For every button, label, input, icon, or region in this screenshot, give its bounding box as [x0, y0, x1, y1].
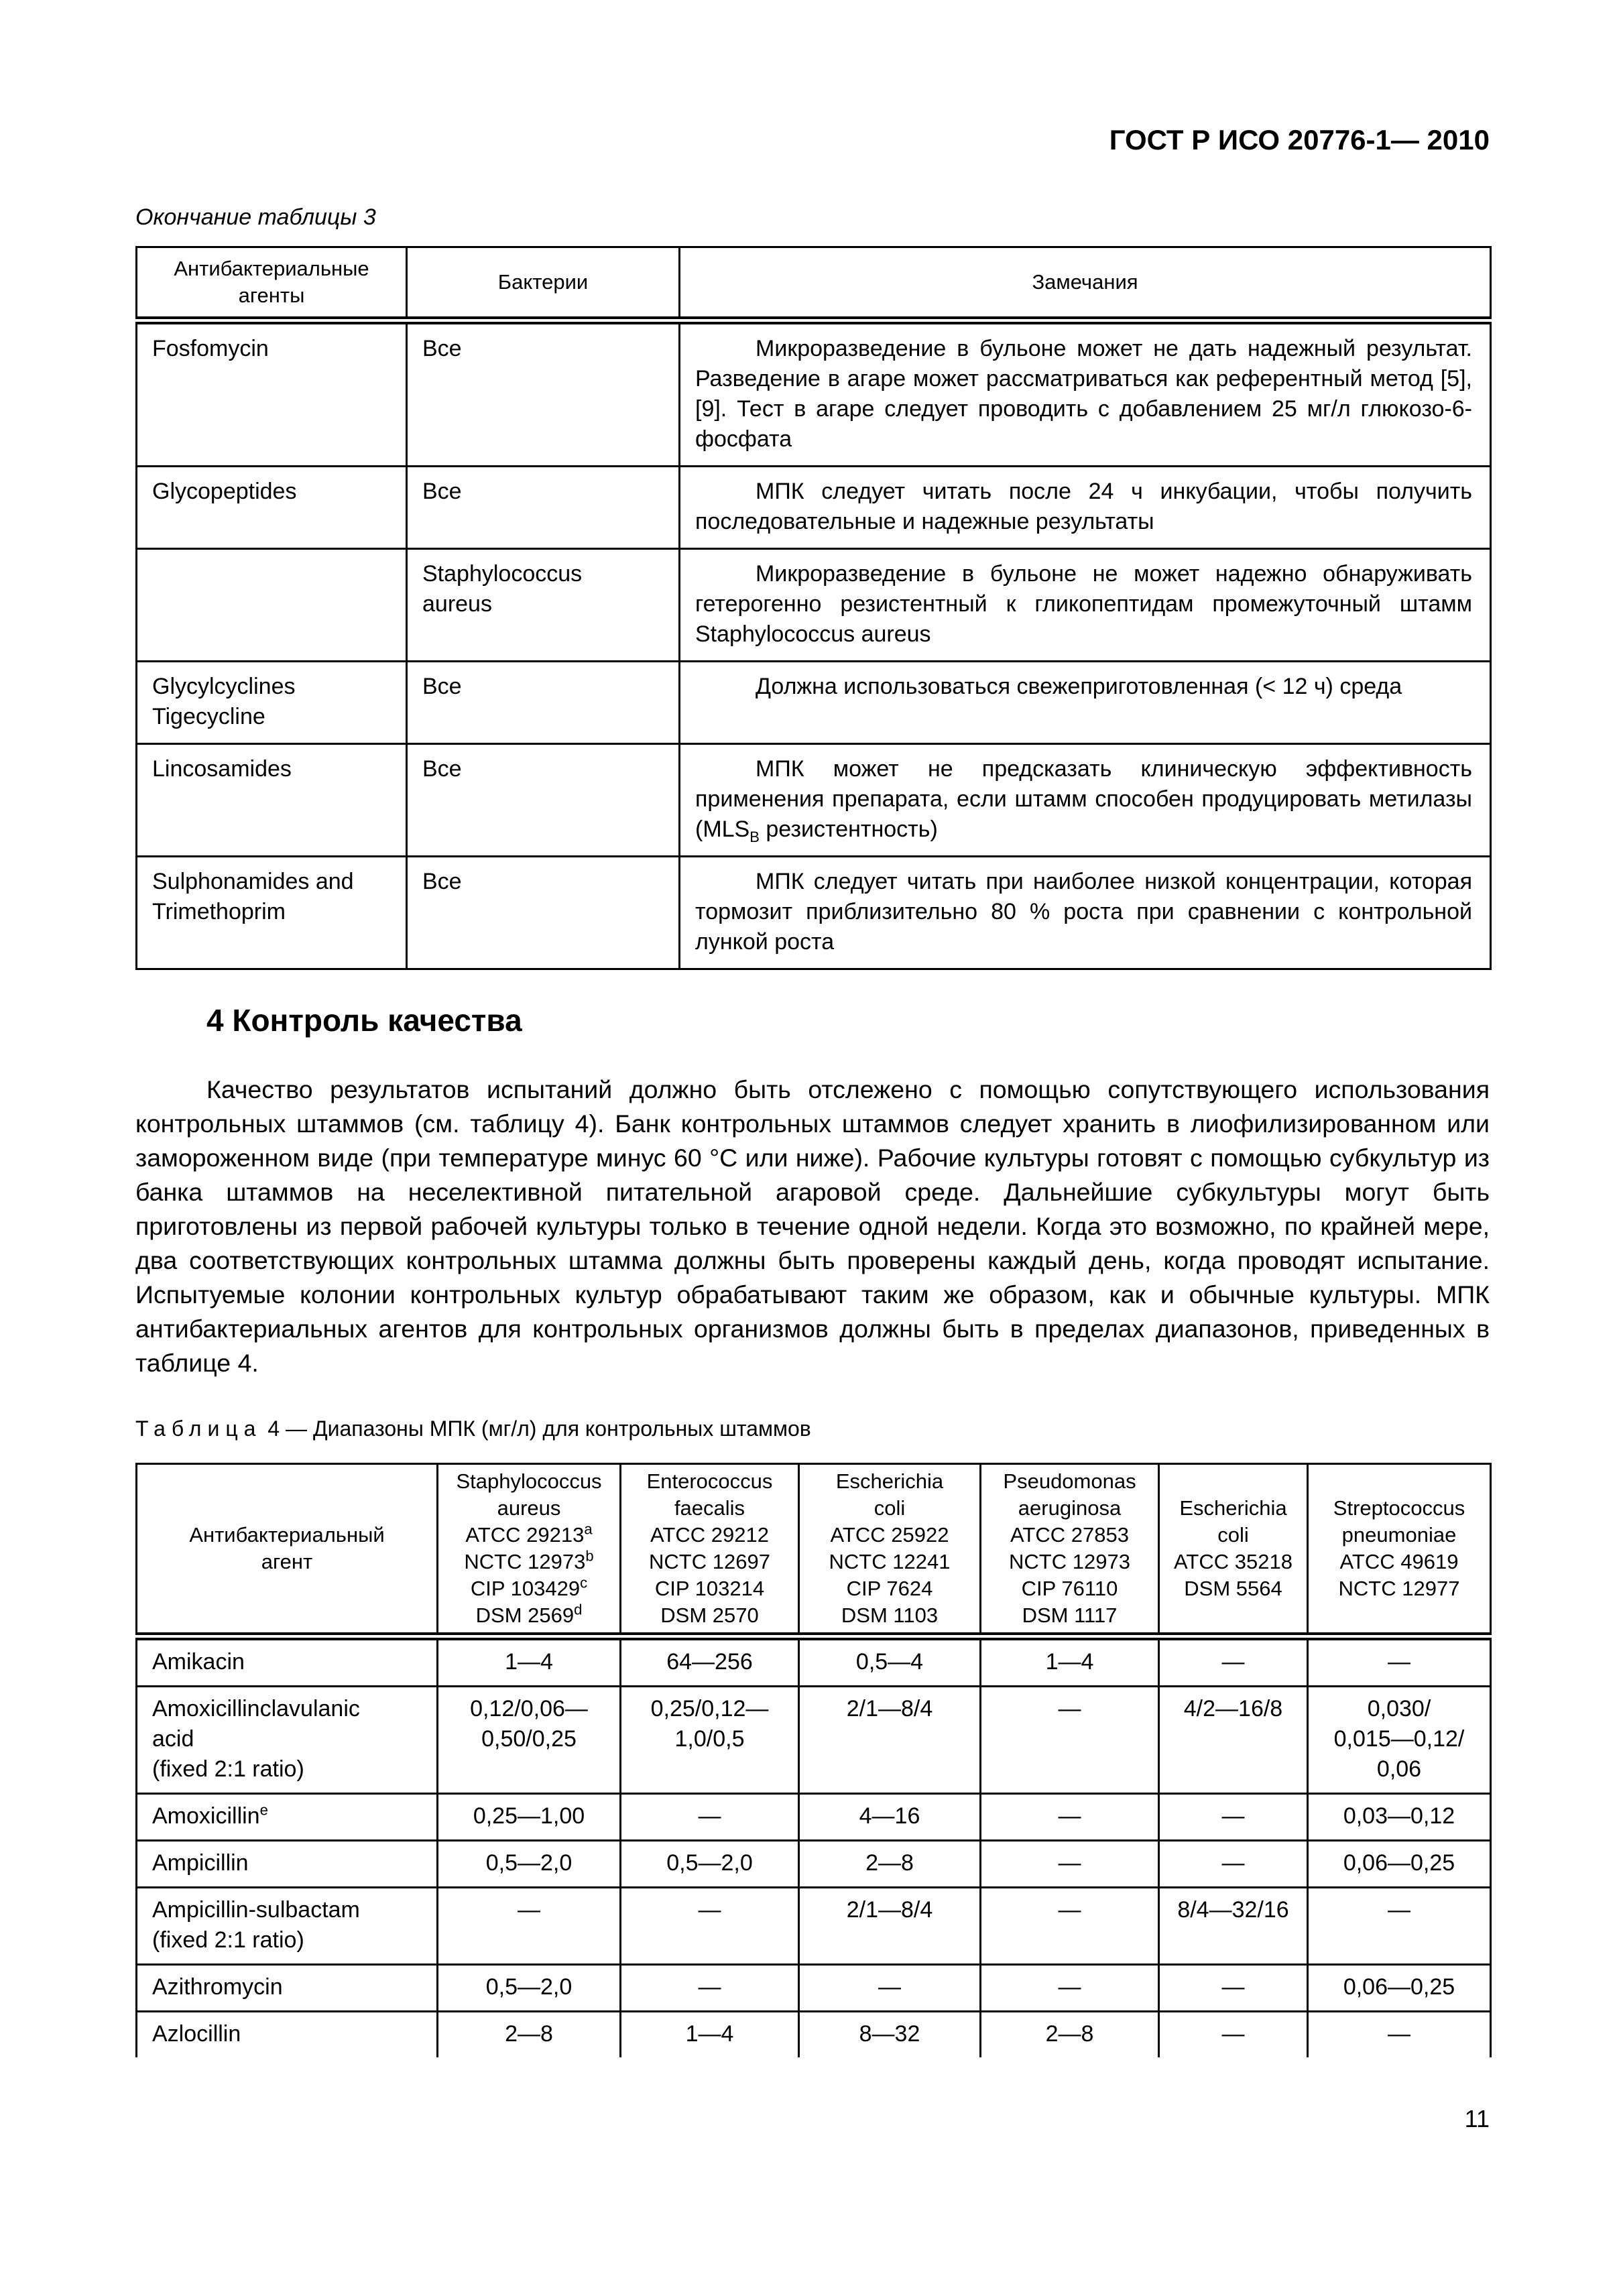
strain-line [1162, 1522, 1304, 1549]
cell-mic-range: 8—32 [799, 2012, 981, 2058]
strain-line-text: Pseudomonas [1003, 1469, 1136, 1493]
strain-line [802, 1468, 977, 1495]
cell-mic-range: — [1308, 1888, 1491, 1965]
strain-line [441, 1495, 617, 1522]
cell-mic-range: — [981, 1888, 1159, 1965]
table-row [137, 1965, 1491, 2012]
strain-line-text: pneumoniae [1341, 1523, 1457, 1547]
cell-mic-range: — [981, 1841, 1159, 1888]
strain-line [984, 1602, 1155, 1629]
table-row [137, 662, 1491, 744]
footnote-mark: a [584, 1520, 593, 1538]
cell-mic-range: — [799, 1965, 981, 2012]
strain-line-text: ATCC 49619 [1339, 1550, 1459, 1573]
cell-mic-range: 0,25—1,00 [438, 1794, 621, 1841]
strain-line [802, 1549, 977, 1575]
cell-bacteria: Staphylococcus aureus [407, 549, 680, 662]
strain-line [984, 1468, 1155, 1495]
cell-agent [137, 2012, 438, 2058]
cell-mic-range: 0,5—2,0 [621, 1841, 799, 1888]
strain-line [802, 1575, 977, 1602]
cell-comment [680, 320, 1491, 467]
strain-line-text: NCTC 12973 [464, 1550, 586, 1573]
strain-line-text: DSM 2570 [660, 1604, 759, 1627]
strain-line [624, 1602, 795, 1629]
strain-line-text: ATCC 27853 [1010, 1523, 1129, 1547]
strain-line-text: NCTC 12697 [649, 1550, 770, 1573]
cell-bacteria: Все [407, 320, 680, 467]
comment-text-after: резистентность) [759, 817, 938, 842]
cell-mic-range: 1—4 [621, 2012, 799, 2058]
cell-mic-range: 4/2—16/8 [1159, 1687, 1308, 1794]
table-row [137, 549, 1491, 662]
cell-mic-range: 2—8 [799, 1841, 981, 1888]
cell-mic-range: — [981, 1965, 1159, 2012]
cell-mic-range: 0,5—2,0 [438, 1841, 621, 1888]
section-paragraph: Качество результатов испытаний должно быть отслежено с помощью сопутствующего использования контрольных штаммов (см. таблицу 4). Банк контрольных штаммов следует хранить в лиофилизированном или замороженном виде (при температуре минус 60 °С или ниже). Рабочие культуры готовят с помощью субкультур из банка штаммов на неселективной питательной агаровой среде. Дальнейшие субкультуры могут быть приготовлены из первой рабочей культуры только в течение одной недели. Когда это возможно, по крайней мере, два соответствующих контрольных штамма должны быть проверены каждый день, когда проводят испытание. Испытуемые колонии контрольных культур обрабатывают таким же образом, как и обычные культуры. МПК антибактериальных агентов для контрольных организмов должны быть в пределах диапазонов, приведенных в таблице 4. [135, 1075, 1490, 1377]
cell-agent: Glycopeptides [137, 467, 407, 549]
strain-line-text: Streptococcus [1333, 1496, 1465, 1520]
cell-mic-range: 4—16 [799, 1794, 981, 1841]
strain-line [984, 1495, 1155, 1522]
agent-name: Amoxicillinclavulanic acid (fixed 2:1 ratio) [152, 1696, 360, 1782]
column-header-agents: Антибактериальные агенты [137, 247, 407, 321]
cell-agent: Glycylcyclines Tigecycline [137, 662, 407, 744]
comment-text: Микроразведение в бульоне может не дать надежный результат. Разведение в агаре может рассматриваться как референтный метод [5], [9]. Тест в агаре следует проводить с добавлением 25 мг/л глюкозо-6-фосфата [695, 336, 1472, 452]
cell-mic-range: — [1159, 1965, 1308, 2012]
agent-name: Amoxicillin [152, 1803, 260, 1829]
table-row [137, 1888, 1491, 1965]
cell-comment [680, 467, 1491, 549]
strain-line-text: CIP 76110 [1021, 1577, 1118, 1600]
strain-line [802, 1495, 977, 1522]
footnote-mark: e [259, 1801, 268, 1819]
cell-mic-range: 0,25/0,12— 1,0/0,5 [621, 1687, 799, 1794]
cell-mic-range: — [1308, 2012, 1491, 2058]
strain-line-text: CIP 103214 [654, 1577, 765, 1600]
section-heading: 4 Контроль качества [206, 1003, 522, 1038]
table4-caption-text: 4 — Диапазоны МПК (мг/л) для контрольных штаммов [261, 1416, 811, 1441]
table-row [137, 467, 1491, 549]
table-row [137, 1636, 1491, 1687]
table-row [137, 744, 1491, 857]
strain-line-text: Escherichia [1179, 1496, 1287, 1520]
strain-line [624, 1468, 795, 1495]
strain-line-text: ATCC 29213 [465, 1523, 585, 1547]
cell-mic-range: — [981, 1794, 1159, 1841]
strain-line-text: NCTC 12977 [1338, 1577, 1460, 1600]
footnote-mark: c [580, 1574, 588, 1591]
strain-line-text: DSM 1103 [841, 1604, 939, 1627]
strain-line [984, 1549, 1155, 1575]
strain-line-text: CIP 103429 [470, 1577, 581, 1600]
strain-line [441, 1602, 617, 1629]
cell-mic-range: — [621, 1965, 799, 2012]
cell-mic-range: 2—8 [981, 2012, 1159, 2058]
column-header-strain [1308, 1464, 1491, 1637]
cell-comment [680, 549, 1491, 662]
cell-comment [680, 662, 1491, 744]
strain-line [1311, 1495, 1487, 1522]
strain-line [1311, 1549, 1487, 1575]
strain-line-text: aureus [497, 1496, 561, 1520]
cell-mic-range: 1—4 [981, 1636, 1159, 1687]
table-row [137, 857, 1491, 969]
strain-line [441, 1522, 617, 1549]
cell-mic-range: 0,5—4 [799, 1636, 981, 1687]
cell-mic-range: 8/4—32/16 [1159, 1888, 1308, 1965]
footnote-mark: b [585, 1547, 594, 1565]
cell-mic-range: 1—4 [438, 1636, 621, 1687]
cell-bacteria: Все [407, 662, 680, 744]
cell-mic-range: — [621, 1794, 799, 1841]
cell-agent [137, 1687, 438, 1794]
cell-bacteria: Все [407, 744, 680, 857]
cell-bacteria: Все [407, 467, 680, 549]
strain-line-text: NCTC 12973 [1009, 1550, 1130, 1573]
cell-mic-range: — [1308, 1636, 1491, 1687]
strain-line-text: aeruginosa [1018, 1496, 1122, 1520]
column-header-strain [438, 1464, 621, 1637]
page-number: 11 [1464, 2105, 1490, 2132]
cell-agent [137, 1888, 438, 1965]
comment-text: МПК следует читать после 24 ч инкубации, чтобы получить последовательные и надежные результаты [695, 479, 1472, 534]
agent-name: Azlocillin [152, 2021, 241, 2047]
strain-line [802, 1522, 977, 1549]
agent-name: Amikacin [152, 1649, 245, 1675]
column-header-strain [621, 1464, 799, 1637]
strain-line [1162, 1549, 1304, 1575]
comment-text: Должна использоваться свежеприготовленная (< 12 ч) среда [756, 674, 1402, 699]
column-header-strain [1159, 1464, 1308, 1637]
table-row [137, 320, 1491, 467]
cell-mic-range: — [1159, 2012, 1308, 2058]
strain-line-text: ATCC 29212 [650, 1523, 769, 1547]
strain-line [802, 1602, 977, 1629]
column-header-comments: Замечания [680, 247, 1491, 321]
agent-name: Azithromycin [152, 1974, 283, 2000]
strain-line-text: Staphylococcus [456, 1469, 602, 1493]
strain-line-text: ATCC 25922 [830, 1523, 949, 1547]
strain-line-text: DSM 1117 [1022, 1604, 1118, 1627]
strain-line-text: Escherichia [835, 1469, 944, 1493]
table-row [137, 1794, 1491, 1841]
cell-mic-range: — [981, 1687, 1159, 1794]
cell-mic-range: — [1159, 1841, 1308, 1888]
strain-line [624, 1549, 795, 1575]
column-header-bacteria: Бактерии [407, 247, 680, 321]
cell-mic-range: — [1159, 1636, 1308, 1687]
strain-line [441, 1575, 617, 1602]
table-4 [135, 1463, 1492, 2057]
cell-mic-range: — [438, 1888, 621, 1965]
comment-subscript: B [749, 828, 760, 845]
strain-line-text: NCTC 12241 [829, 1550, 951, 1573]
strain-line [624, 1495, 795, 1522]
cell-mic-range: 0,12/0,06— 0,50/0,25 [438, 1687, 621, 1794]
cell-mic-range: — [621, 1888, 799, 1965]
cell-mic-range: 64—256 [621, 1636, 799, 1687]
cell-agent [137, 1794, 438, 1841]
strain-line [441, 1468, 617, 1495]
cell-mic-range: 0,06—0,25 [1308, 1965, 1491, 2012]
cell-agent: Fosfomycin [137, 320, 407, 467]
table4-caption [135, 1416, 811, 1441]
column-header-strain [981, 1464, 1159, 1637]
table4-caption-label: Таблица [135, 1416, 262, 1441]
strain-line-text: faecalis [674, 1496, 745, 1520]
cell-agent: Lincosamides [137, 744, 407, 857]
comment-text: Микроразведение в бульоне не может надежно обнаруживать гетерогенно резистентный к гликопептидам промежуточный штамм Staphylococcus aureus [695, 561, 1472, 647]
cell-bacteria: Все [407, 857, 680, 969]
table3-caption: Окончание таблицы 3 [135, 204, 376, 230]
strain-line-text: DSM 5564 [1184, 1577, 1282, 1600]
strain-line [1162, 1495, 1304, 1522]
cell-mic-range: 2/1—8/4 [799, 1888, 981, 1965]
strain-line [984, 1575, 1155, 1602]
column-header-agent: Антибактериальный агент [137, 1464, 438, 1637]
cell-mic-range: 0,5—2,0 [438, 1965, 621, 2012]
cell-agent: Sulphonamides and Trimethoprim [137, 857, 407, 969]
footnote-mark: d [574, 1601, 583, 1618]
cell-mic-range: 2/1—8/4 [799, 1687, 981, 1794]
strain-line-text: coli [874, 1496, 906, 1520]
cell-mic-range: 0,03—0,12 [1308, 1794, 1491, 1841]
strain-line-text: ATCC 35218 [1174, 1550, 1293, 1573]
strain-line [624, 1522, 795, 1549]
strain-line [1311, 1522, 1487, 1549]
strain-line [984, 1522, 1155, 1549]
agent-name: Ampicillin [152, 1850, 249, 1876]
table-row [137, 1687, 1491, 1794]
cell-agent [137, 1965, 438, 2012]
agent-name: Ampicillin-sulbactam (fixed 2:1 ratio) [152, 1897, 360, 1953]
strain-line-text: coli [1217, 1523, 1249, 1547]
strain-line-text: Enterococcus [646, 1469, 773, 1493]
strain-line [624, 1575, 795, 1602]
cell-mic-range: 0,030/ 0,015—0,12/ 0,06 [1308, 1687, 1491, 1794]
comment-text: МПК может не предсказать клиническую эффективность применения препарата, если штамм способен продуцировать метилазы (MLS [695, 756, 1472, 842]
cell-mic-range: 2—8 [438, 2012, 621, 2058]
cell-agent [137, 1841, 438, 1888]
table-row [137, 2012, 1491, 2058]
document-header: ГОСТ Р ИСО 20776-1— 2010 [1109, 124, 1490, 156]
strain-line-text: DSM 2569 [475, 1604, 575, 1627]
cell-mic-range: 0,06—0,25 [1308, 1841, 1491, 1888]
comment-text: МПК следует читать при наиболее низкой концентрации, которая тормозит приблизительно 80 % роста при сравнении с контрольной лункой роста [695, 869, 1472, 955]
strain-line [441, 1549, 617, 1575]
column-header-strain [799, 1464, 981, 1637]
table-3 [135, 246, 1492, 970]
cell-comment [680, 744, 1491, 857]
cell-mic-range: — [1159, 1794, 1308, 1841]
strain-line [1162, 1575, 1304, 1602]
table-row [137, 1841, 1491, 1888]
strain-line-text: CIP 7624 [846, 1577, 933, 1600]
cell-agent [137, 549, 407, 662]
cell-agent [137, 1636, 438, 1687]
strain-line [1311, 1575, 1487, 1602]
cell-comment [680, 857, 1491, 969]
